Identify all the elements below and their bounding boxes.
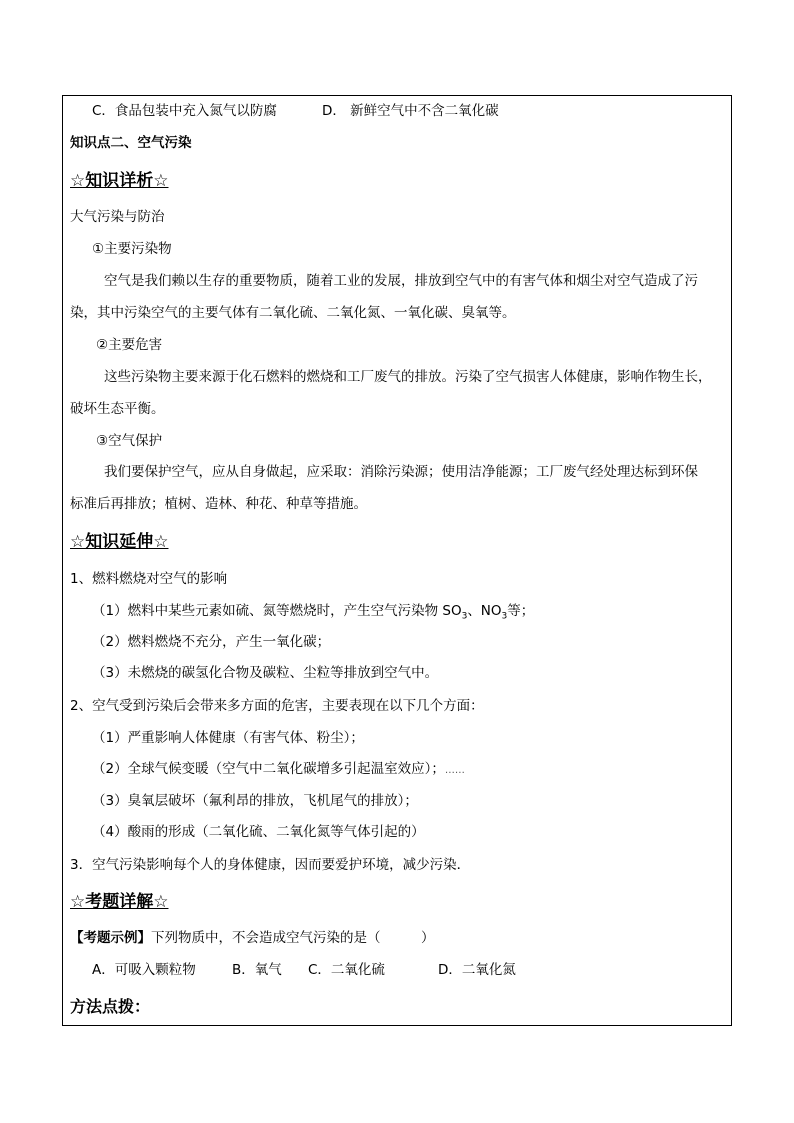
extension-point3: 3．空气污染影响每个人的身体健康，因而要爱护环境，减少污染．	[70, 857, 471, 873]
knowledge-point-2-title: 知识点二、空气污染	[70, 135, 192, 151]
extension-p1-a-suffix: 等；	[507, 603, 535, 619]
item1-paragraph-line1: 空气是我们赖以生存的重要物质，随着工业的发展，排放到空气中的有害气体和烟尘对空气造成了污	[104, 273, 698, 289]
exam-option-d: D．二氧化氮	[438, 962, 516, 978]
extension-point2: 2、空气受到污染后会带来多方面的危害，主要表现在以下几个方面：	[70, 698, 484, 714]
extension-p2-a: （1）严重影响人体健康（有害气体、粉尘）；	[92, 730, 364, 746]
exam-option-c: C．二氧化硫	[308, 962, 385, 978]
method-tips-label: 方法点拨：	[70, 997, 151, 1016]
exam-option-b: B．氧气	[232, 962, 282, 978]
item2-title: ②主要危害	[96, 337, 163, 353]
option-c-previous: C．食品包装中充入氮气以防腐	[92, 103, 277, 119]
extension-p2-c: （3）臭氧层破坏（氟利昂的排放，飞机尾气的排放）；	[92, 793, 418, 809]
item3-paragraph-line2: 标准后再排放；植树、造林、种花、种草等措施。	[70, 496, 367, 512]
exam-option-a: A．可吸入颗粒物	[92, 962, 196, 978]
extension-point1: 1、燃料燃烧对空气的影响	[70, 571, 228, 587]
option-d-previous: D． 新鲜空气中不含二氧化碳	[322, 103, 499, 119]
exam-example-question: 下列物质中，不会造成空气污染的是（ ）	[151, 930, 435, 946]
section-heading-exam: ☆考题详解☆	[70, 892, 169, 912]
section-heading-detail: ☆知识详析☆	[70, 171, 169, 191]
item2-paragraph-line2: 破坏生态平衡。	[70, 401, 165, 417]
exam-example-label: 【考题示例】	[70, 930, 151, 946]
extension-p2-d: （4）酸雨的形成（二氧化硫、二氧化氮等气体引起的）	[92, 824, 425, 840]
exam-example	[70, 929, 435, 947]
section-heading-extension: ☆知识延伸☆	[70, 532, 169, 552]
item1-title: ①主要污染物	[92, 241, 172, 257]
content-frame	[62, 95, 732, 1026]
item2-paragraph-line1: 这些污染物主要来源于化石燃料的燃烧和工厂废气的排放。污染了空气损害人体健康，影响作物生长，	[104, 369, 712, 385]
section1-subtitle: 大气污染与防治	[70, 209, 165, 225]
so3-subscript: 3	[461, 611, 468, 622]
extension-p1-a-mid: 、NO	[467, 603, 502, 619]
item3-title: ③空气保护	[96, 433, 163, 449]
extension-p1-a	[92, 602, 534, 626]
item3-paragraph-line1: 我们要保护空气，应从自身做起，应采取：消除污染源；使用洁净能源；工厂废气经处理达标到环保	[104, 464, 698, 480]
extension-p1-c: （3）未燃烧的碳氢化合物及碳粒、尘粒等排放到空气中。	[92, 665, 439, 681]
extension-p1-b: （2）燃料燃烧不充分，产生一氧化碳；	[92, 634, 331, 650]
extension-p1-a-prefix: （1）燃料中某些元素如硫、氮等燃烧时，产生空气污染物 SO	[92, 603, 462, 619]
item1-paragraph-line2: 染，其中污染空气的主要气体有二氧化硫、二氧化氮、一氧化碳、臭氧等。	[70, 305, 516, 321]
ellipsis-dots: ……	[444, 765, 465, 776]
extension-p2-b	[92, 760, 465, 780]
extension-p2-b-text: （2）全球气候变暖（空气中二氧化碳增多引起温室效应）；	[92, 761, 445, 777]
no3-subscript: 3	[501, 611, 508, 622]
